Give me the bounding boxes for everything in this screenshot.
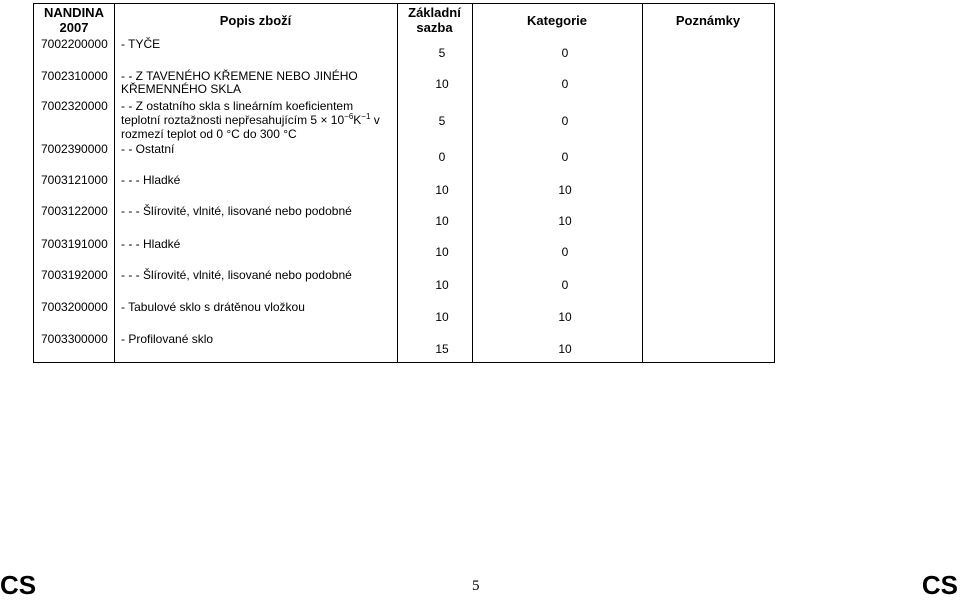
- header-zakladni-line2: sazba: [416, 20, 453, 35]
- header-poznamky: Poznámky: [675, 13, 741, 28]
- row-category: 0: [561, 77, 569, 91]
- row-description-tail: v: [370, 113, 380, 127]
- row-base-rate: 10: [435, 77, 449, 91]
- header-nandina-line2: 2007: [59, 20, 89, 35]
- row-description-line: rozmezí teplot od 0 °C do 300 °C: [121, 127, 297, 141]
- row-base-rate: 10: [435, 278, 449, 292]
- row-category: 0: [561, 46, 569, 60]
- row-code: 7002320000: [41, 99, 108, 113]
- row-category: 0: [561, 278, 569, 292]
- header-nandina-line1: NANDINA: [44, 5, 104, 20]
- row-category: 10: [558, 183, 572, 197]
- row-description: - Tabulové sklo s drátěnou vložkou: [121, 300, 305, 314]
- row-description: - - - Šlírovité, vlnité, lisované nebo podobné: [121, 204, 352, 218]
- row-description: - TYČE: [121, 37, 161, 51]
- row-description-line: - - Z ostatního skla s lineárním koeficientem: [121, 99, 354, 113]
- row-base-rate: 5: [438, 114, 446, 128]
- row-base-rate: 10: [435, 214, 449, 228]
- row-description: - - Ostatní: [121, 142, 175, 156]
- row-base-rate: 15: [435, 342, 449, 356]
- row-description: - - - Hladké: [121, 237, 181, 251]
- exponent: −6: [344, 112, 354, 121]
- page-number: 5: [472, 578, 480, 594]
- row-code: 7002310000: [41, 69, 108, 83]
- row-description: - - - Hladké: [121, 173, 181, 187]
- row-base-rate: 0: [438, 150, 446, 164]
- row-base-rate: 10: [435, 245, 449, 259]
- column-divider: [114, 4, 115, 362]
- column-divider: [642, 4, 643, 362]
- exponent: −1: [361, 112, 371, 121]
- footer-language-right: CS: [921, 570, 958, 600]
- row-code: 7003300000: [41, 332, 108, 346]
- header-nandina: [34, 5, 114, 35]
- row-category: 0: [561, 150, 569, 164]
- column-divider: [472, 4, 473, 362]
- row-code: 7002200000: [41, 37, 108, 51]
- row-description: - Profilované sklo: [121, 332, 214, 346]
- row-category: 0: [561, 114, 569, 128]
- tariff-table: [33, 3, 775, 363]
- row-code: 7003191000: [41, 237, 108, 251]
- unit-k: K: [353, 113, 362, 127]
- footer-language-left: CS: [0, 570, 37, 600]
- row-category: 10: [558, 214, 572, 228]
- row-code: 7003192000: [41, 268, 108, 282]
- row-code: 7003121000: [41, 173, 108, 187]
- row-base-rate: 5: [438, 46, 446, 60]
- header-kategorie: Kategorie: [527, 13, 587, 28]
- row-description-text: teplotní roztažnosti nepřesahujícím 5 × 10: [121, 113, 345, 127]
- row-description: - - - Šlírovité, vlnité, lisované nebo podobné: [121, 268, 352, 282]
- row-description-line: KŘEMENNÉHO SKLA: [121, 82, 242, 96]
- row-description-line: - - Z TAVENÉHO KŘEMENE NEBO JINÉHO: [121, 69, 358, 83]
- row-description-line: [121, 114, 380, 126]
- header-zakladni-line1: Základní: [408, 5, 461, 20]
- row-code: 7002390000: [41, 142, 108, 156]
- column-divider: [397, 4, 398, 362]
- row-code: 7003122000: [41, 204, 108, 218]
- row-base-rate: 10: [435, 183, 449, 197]
- row-category: 10: [558, 310, 572, 324]
- header-zakladni-sazba: [397, 5, 472, 35]
- row-code: 7003200000: [41, 300, 108, 314]
- header-popis-zbozi: Popis zboží: [219, 13, 292, 28]
- row-category: 10: [558, 342, 572, 356]
- row-base-rate: 10: [435, 310, 449, 324]
- row-category: 0: [561, 245, 569, 259]
